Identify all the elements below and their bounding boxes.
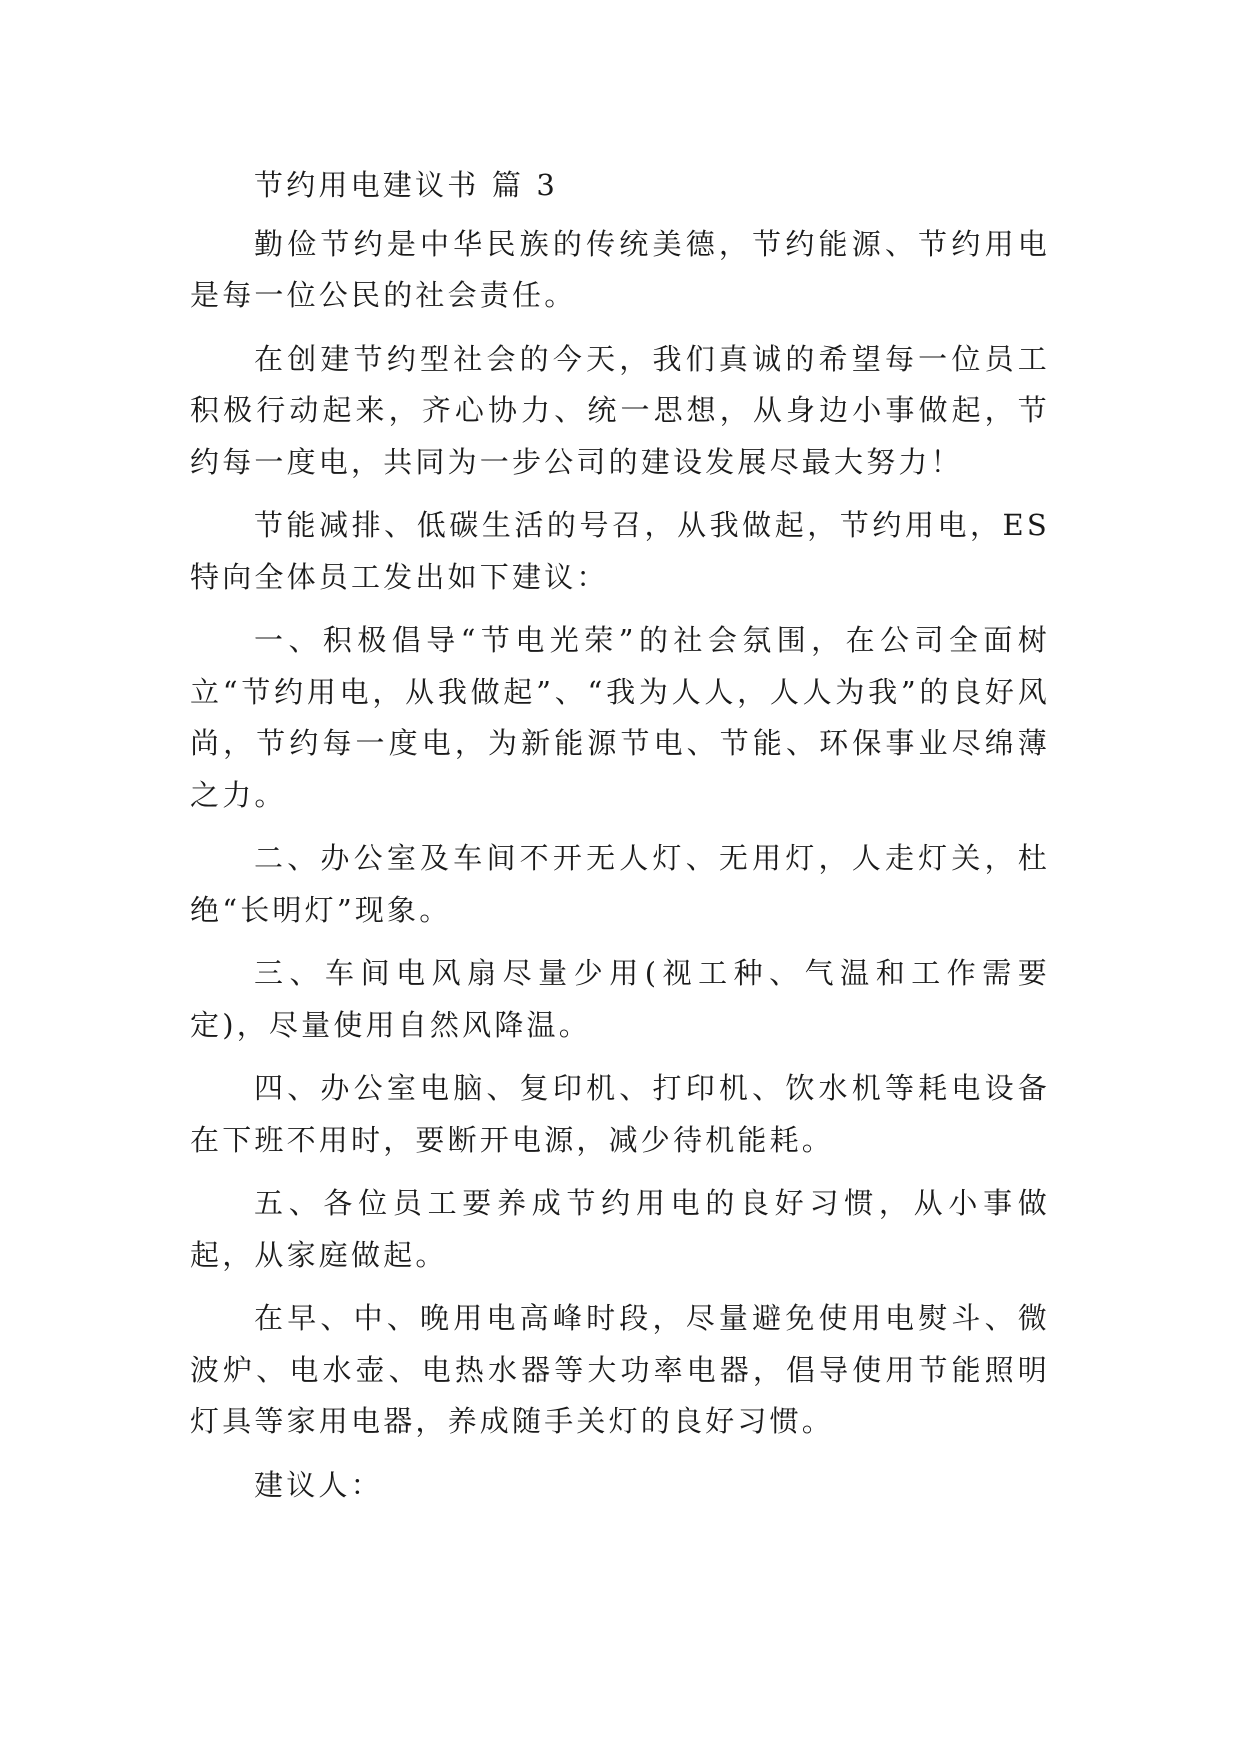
spacer xyxy=(190,212,1050,219)
spacer xyxy=(190,936,1050,948)
spacer xyxy=(190,1281,1050,1293)
paragraph-item-1: 一、积极倡导“节电光荣”的社会氛围，在公司全面树立“节约用电，从我做起”、“我为人人，人人为我”的良好风尚，节约每一度电，为新能源节电、节能、环保事业尽绵薄之力。 xyxy=(190,623,1050,812)
paragraph-item-5: 五、各位员工要养成节约用电的良好习惯，从小事做起，从家庭做起。 xyxy=(190,1186,1050,1272)
paragraph-item-4: 四、办公室电脑、复印机、打印机、饮水机等耗电设备在下班不用时，要断开电源，减少待机能耗。 xyxy=(190,1071,1050,1157)
spacer xyxy=(190,1448,1050,1460)
signature-line: 建议人： xyxy=(254,1467,383,1502)
spacer xyxy=(190,603,1050,615)
spacer xyxy=(190,1051,1050,1063)
paragraph-intro: 勤俭节约是中华民族的传统美德，节约能源、节约用电是每一位公民的社会责任。 xyxy=(190,226,1050,312)
paragraph-peak-hours: 在早、中、晚用电高峰时段，尽量避免使用电熨斗、微波炉、电水壶、电热水器等大功率电器，倡导使用节能照明灯具等家用电器，养成随手关灯的良好习惯。 xyxy=(190,1301,1050,1438)
paragraph-proposal-intro: 节能减排、低碳生活的号召，从我做起，节约用电，ES特向全体员工发出如下建议： xyxy=(190,508,1050,594)
document-title: 节约用电建议书 篇 3 xyxy=(254,168,559,202)
paragraph-call-to-action: 在创建节约型社会的今天，我们真诚的希望每一位员工积极行动起来，齐心协力、统一思想，从身边小事做起，节约每一度电，共同为一步公司的建设发展尽最大努力！ xyxy=(190,341,1050,479)
spacer xyxy=(190,1166,1050,1178)
paragraph-item-3: 三、车间电风扇尽量少用(视工种、气温和工作需要定)，尽量使用自然风降温。 xyxy=(190,956,1050,1042)
spacer xyxy=(190,322,1050,334)
spacer xyxy=(190,821,1050,833)
document-body xyxy=(190,160,1050,1511)
paragraph-item-2: 二、办公室及车间不开无人灯、无用灯，人走灯关，杜绝“长明灯”现象。 xyxy=(190,841,1050,927)
spacer xyxy=(190,488,1050,500)
